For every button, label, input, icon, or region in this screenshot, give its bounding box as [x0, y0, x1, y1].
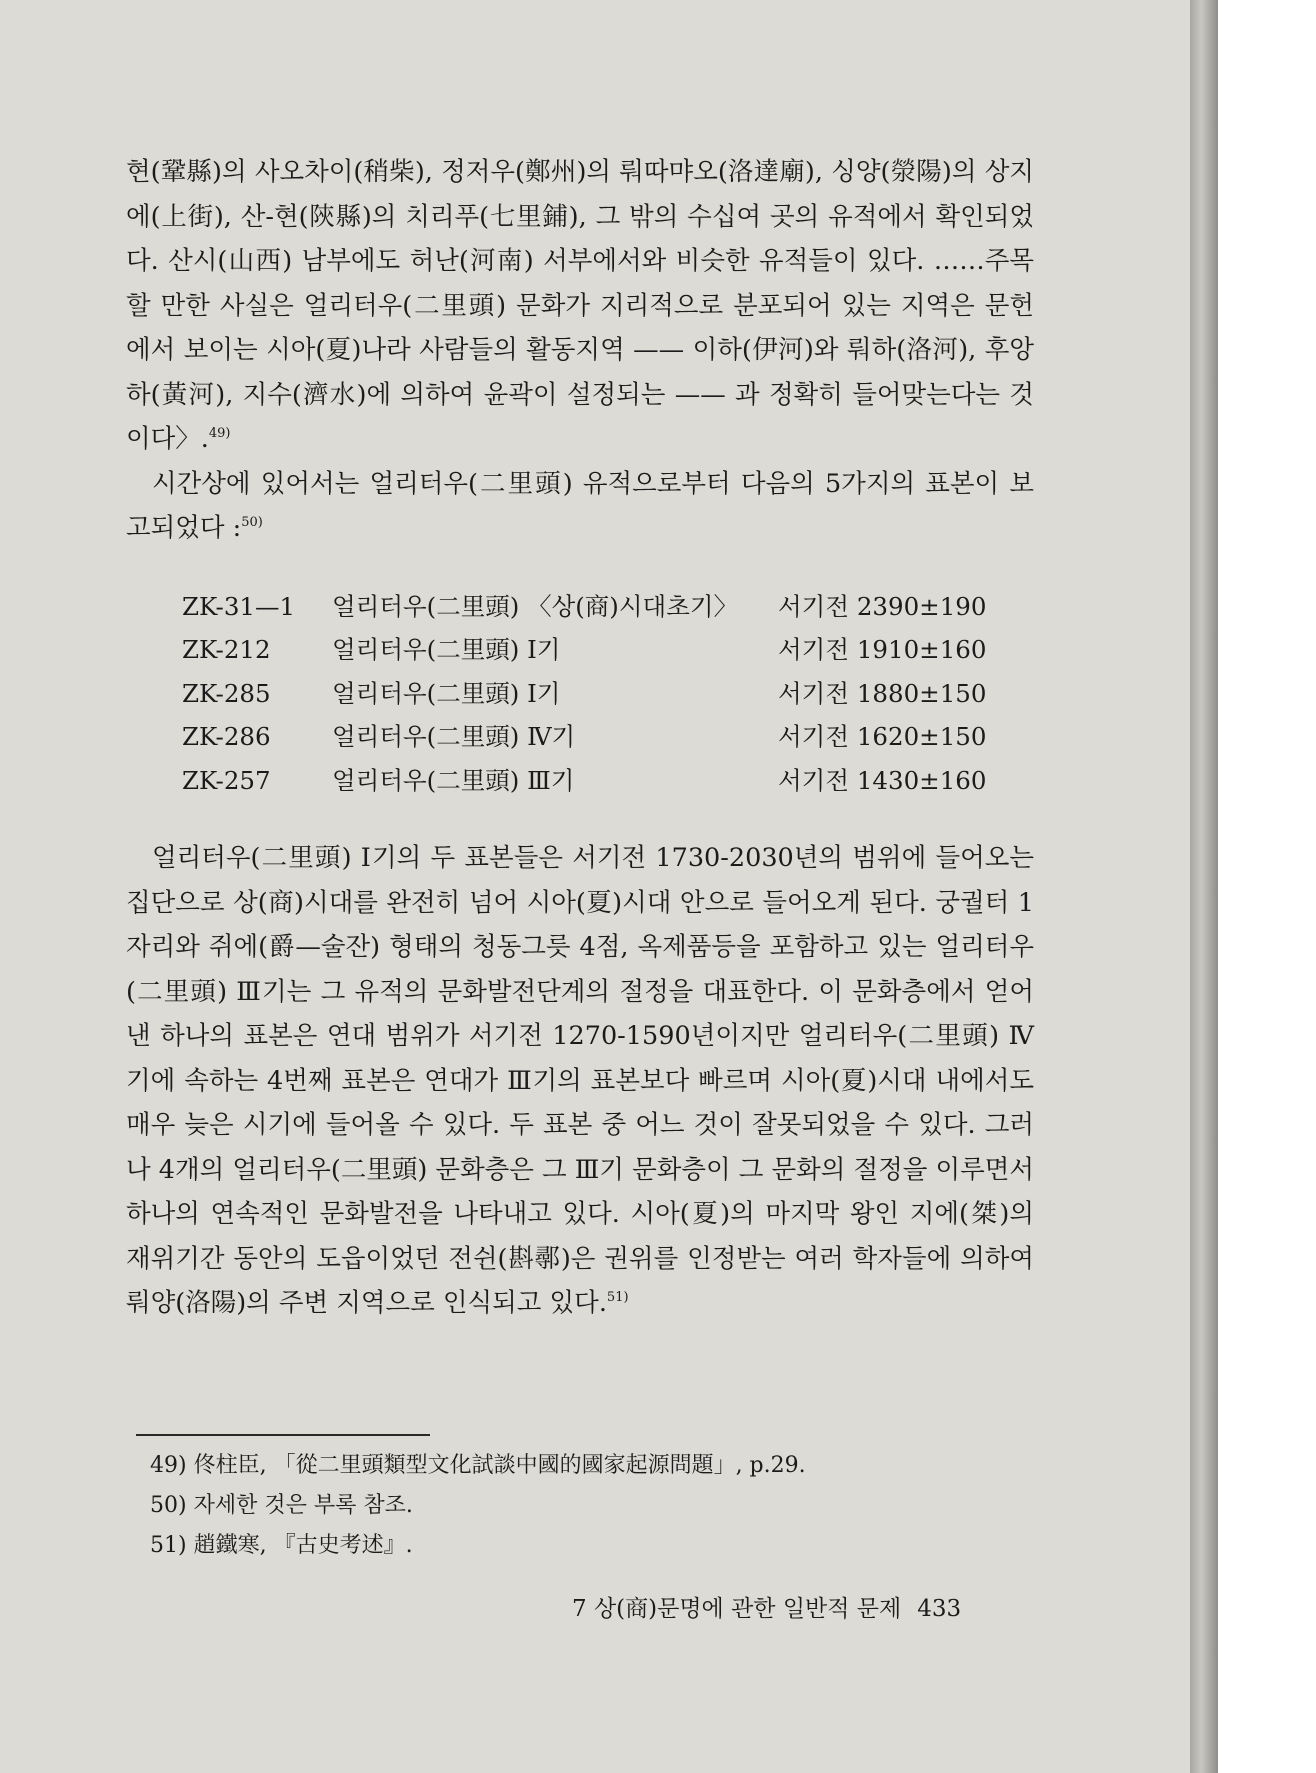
sample-era: 서기전: [778, 591, 850, 621]
sample-code: ZK-212: [182, 635, 271, 664]
footnotes: [150, 1446, 806, 1566]
sample-date: 1910±160: [856, 635, 987, 664]
sample-era: 서기전: [778, 678, 850, 708]
sample-date: 1620±150: [856, 722, 987, 751]
sample-date: 2390±190: [856, 591, 987, 621]
sample-row: [182, 628, 1034, 672]
sample-code: ZK-31—1: [182, 591, 296, 621]
footnote-49: [150, 1446, 806, 1486]
page-footer: [572, 1590, 961, 1623]
sample-site: 얼리터우(二里頭) Ⅲ기: [332, 765, 575, 795]
footnote-number: 51): [150, 1533, 187, 1558]
paragraph-3: [126, 836, 1034, 1326]
sample-site: 얼리터우(二里頭) Ⅳ기: [332, 722, 576, 751]
footnote-50: [150, 1486, 806, 1526]
sample-row: [182, 715, 1034, 759]
sample-era: 서기전: [778, 765, 850, 795]
footnote-text: 佟柱臣, 「從二里頭類型文化試談中國的國家起源問題」, p.29.: [193, 1453, 806, 1478]
running-head: 7 상(商)문명에 관한 일반적 문제: [572, 1596, 902, 1622]
footnote-ref-50: 50): [241, 515, 263, 530]
sample-list: [182, 585, 1034, 803]
footnote-text: 趙鐵寒, 『古史考述』.: [193, 1533, 413, 1558]
paragraph-2: [126, 462, 1034, 551]
sample-code: ZK-285: [182, 678, 271, 708]
footnote-number: 49): [150, 1453, 187, 1478]
sample-row: [182, 672, 1034, 716]
paragraph-1: [126, 150, 1034, 462]
sample-site: 얼리터우(二里頭) Ⅰ기: [332, 678, 561, 708]
sample-site: 얼리터우(二里頭) 〈상(商)시대초기〉: [332, 591, 739, 621]
footnote-ref-49: 49): [208, 426, 231, 441]
sample-code: ZK-286: [182, 722, 271, 751]
sample-row: [182, 759, 1034, 803]
sample-date: 1880±150: [856, 678, 987, 708]
footnote-number: 50): [150, 1493, 187, 1518]
page-number: 433: [917, 1596, 962, 1622]
body-text: [126, 150, 1034, 1326]
sample-row: [182, 585, 1034, 629]
footnote-text: 자세한 것은 부록 참조.: [193, 1493, 413, 1518]
paragraph-1-text: 현(鞏縣)의 사오차이(稍柴), 정저우(鄭州)의 뤄따먀오(洛達廟), 싱양(滎陽)의 상지에(上街), 산-현(陝縣)의 치리푸(七里鋪), 그 밖의 수십여 곳의 유적에서 확인되었다. 산시(山西) 남부에도 허난(河南) 서부에서와 비슷한 유적들이 있다. ……주목할 만한 사실은 얼리터우(二里頭) 문화가 지리적으로 분포되어 있는 지역은 문헌에서 보이는 시아(夏)나라 사람들의 활동지역 —— 이하(伊河)와 뤄하(洛河), 후앙하(黃河), 지수(濟水)에 의하여 윤곽이 설정되는 —— 과 정확히 들어맞는다는 것이다〉.: [126, 157, 1034, 454]
sample-era: 서기전: [778, 722, 850, 751]
sample-site: 얼리터우(二里頭) Ⅰ기: [332, 635, 561, 664]
footnote-divider: [136, 1434, 430, 1436]
footnote-51: [150, 1526, 806, 1566]
sample-date: 1430±160: [856, 765, 987, 795]
sample-code: ZK-257: [182, 765, 271, 795]
paragraph-3-text: 얼리터우(二里頭) Ⅰ기의 두 표본들은 서기전 1730-2030년의 범위에 들어오는 집단으로 상(商)시대를 완전히 넘어 시아(夏)시대 안으로 들어오게 된다. 궁궐터 1자리와 쥐에(爵—술잔) 형태의 청동그릇 4점, 옥제품등을 포함하고 있는 얼리터우(二里頭) Ⅲ기는 그 유적의 문화발전단계의 절정을 대표한다. 이 문화층에서 얻어낸 하나의 표본은 연대 범위가 서기전 1270-1590년이지만 얼리터우(二里頭) Ⅳ기에 속하는 4번째 표본은 연대가 Ⅲ기의 표본보다 빠르며 시아(夏)시대 내에서도 매우 늦은 시기에 들어올 수 있다. 두 표본 중 어느 것이 잘못되었을 수 있다. 그러나 4개의 얼리터우(二里頭) 문화층은 그 Ⅲ기 문화층이 그 문화의 절정을 이루면서 하나의 연속적인 문화발전을 나타내고 있다. 시아(夏)의 마지막 왕인 지에(桀)의 재위기간 동안의 도읍이었던 전쉰(斟鄩)은 권위를 인정받는 여러 학자들에 의하여 뤄양(洛陽)의 주변 지역으로 인식되고 있다.: [126, 843, 1034, 1318]
page-edge: [1190, 0, 1218, 1773]
footnote-ref-51: 51): [606, 1290, 629, 1305]
sample-era: 서기전: [778, 635, 850, 664]
paragraph-2-text: 시간상에 있어서는 얼리터우(二里頭) 유적으로부터 다음의 5가지의 표본이 보고되었다 :: [126, 468, 1034, 543]
